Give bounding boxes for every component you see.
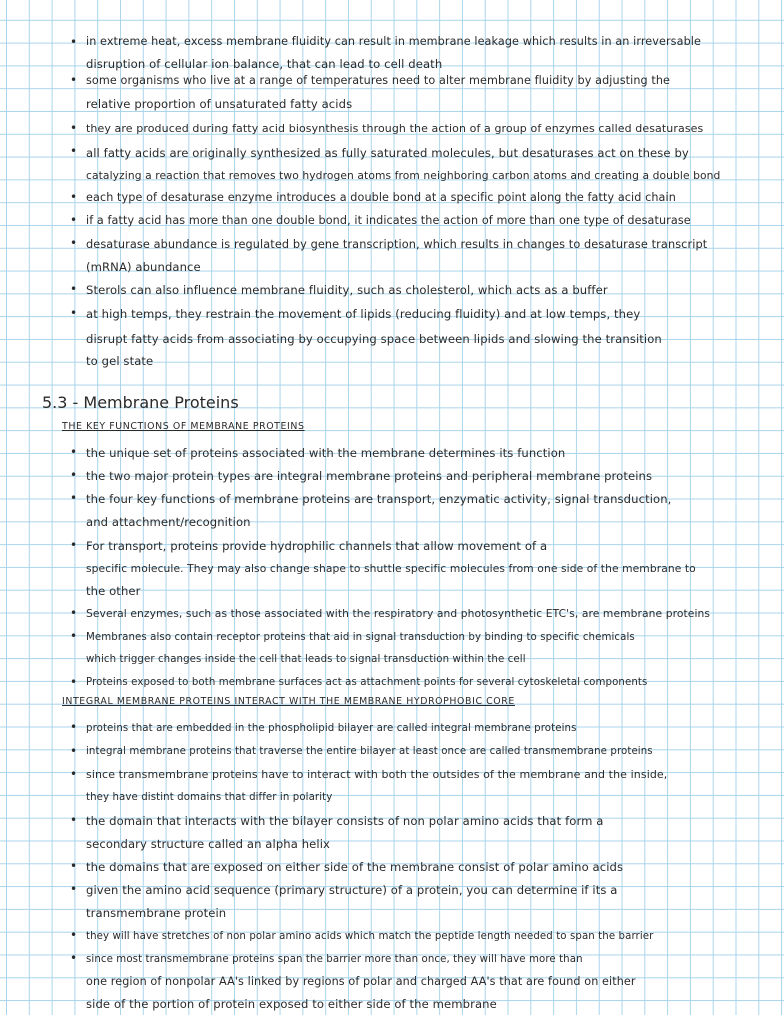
note-line: Membranes also contain receptor proteins that aid in signal transduction by binding to specific chemicals (86, 632, 635, 643)
note-line: they will have stretches of non polar amino acids which match the peptide length needed to span the barrier (86, 931, 654, 942)
note-line: side of the portion of protein exposed to either side of the membrane (86, 997, 497, 1011)
note-line: and attachment/recognition (86, 515, 251, 529)
note-line: the other (86, 584, 141, 598)
note-line: the domains that are exposed on either side of the membrane consist of polar amino acids (86, 860, 624, 874)
bullet: • (70, 306, 78, 320)
note-line: since transmembrane proteins have to interact with both the outsides of the membrane and the inside, (86, 768, 668, 781)
bullet: • (70, 813, 78, 827)
note-line: For transport, proteins provide hydrophilic channels that allow movement of a (86, 539, 548, 553)
bullet: • (70, 767, 78, 781)
bullet: • (70, 282, 78, 296)
bullet: • (70, 675, 78, 689)
note-line: since most transmembrane proteins span the barrier more than once, they will have more than (86, 954, 583, 965)
section-heading: 5.3 - Membrane Proteins (42, 393, 239, 412)
bullet: • (70, 144, 78, 158)
note-line: transmembrane protein (86, 906, 227, 920)
bullet: • (70, 121, 78, 135)
bullet: • (70, 928, 78, 942)
note-line: Sterols can also influence membrane fluidity, such as cholesterol, which acts as a buffer (86, 283, 608, 297)
note-line: relative proportion of unsaturated fatty acids (86, 97, 353, 111)
note-line: one region of nonpolar AA's linked by regions of polar and charged AA's that are found on either (86, 975, 636, 988)
bullet: • (70, 190, 78, 204)
note-line: catalyzing a reaction that removes two hydrogen atoms from neighboring carbon atoms and creating a double bond (86, 169, 721, 182)
note-line: the domain that interacts with the bilayer consists of non polar amino acids that form a (86, 814, 604, 828)
note-line: they have distint domains that differ in polarity (86, 792, 333, 803)
note-line: given the amino acid sequence (primary structure) of a protein, you can determine if its a (86, 883, 618, 897)
note-line: the unique set of proteins associated with the membrane determines its function (86, 446, 566, 460)
note-line: secondary structure called an alpha helix (86, 837, 331, 851)
note-line: some organisms who live at a range of temperatures need to alter membrane fluidity by adjusting the (86, 74, 671, 87)
note-line: integral membrane proteins that traverse the entire bilayer at least once are called transmembrane proteins (86, 746, 653, 757)
note-line: all fatty acids are originally synthesized as fully saturated molecules, but desaturases act on these by (86, 146, 689, 160)
bullet: • (70, 445, 78, 459)
bullet: • (70, 882, 78, 896)
bullet: • (70, 629, 78, 643)
note-line: Several enzymes, such as those associated with the respiratory and photosynthetic ETC's, are membrane proteins (86, 607, 711, 620)
bullet: • (70, 744, 78, 758)
note-line: the four key functions of membrane proteins are transport, enzymatic activity, signal transduction, (86, 492, 672, 506)
bullet: • (70, 859, 78, 873)
note-line: disruption of cellular ion balance, that can lead to cell death (86, 57, 443, 71)
bullet: • (70, 213, 78, 227)
note-line: they are produced during fatty acid biosynthesis through the action of a group of enzymes called desaturases (86, 122, 704, 135)
bullet: • (70, 951, 78, 965)
bullet: • (70, 236, 78, 250)
subheading: THE KEY FUNCTIONS OF MEMBRANE PROTEINS (62, 421, 305, 432)
note-line: proteins that are embedded in the phospholipid bilayer are called integral membrane proteins (86, 723, 577, 734)
subheading: INTEGRAL MEMBRANE PROTEINS INTERACT WITH THE MEMBRANE HYDROPHOBIC CORE (62, 696, 515, 707)
note-line: each type of desaturase enzyme introduces a double bond at a specific point along the fatty acid chain (86, 191, 676, 204)
note-line: disrupt fatty acids from associating by occupying space between lipids and slowing the transition (86, 332, 662, 346)
note-line: Proteins exposed to both membrane surfaces act as attachment points for several cytoskeletal components (86, 677, 648, 688)
note-line: specific molecule. They may also change shape to shuttle specific molecules from one side of the membrane to (86, 562, 696, 575)
note-line: (mRNA) abundance (86, 260, 201, 274)
bullet: • (70, 468, 78, 482)
note-line: the two major protein types are integral membrane proteins and peripheral membrane proteins (86, 469, 653, 483)
note-line: desaturase abundance is regulated by gene transcription, which results in changes to desaturase transcript (86, 238, 708, 251)
note-line: to gel state (86, 354, 154, 368)
note-line: if a fatty acid has more than one double bond, it indicates the action of more than one type of desaturase (86, 214, 691, 227)
bullet: • (70, 491, 78, 505)
bullet: • (70, 35, 78, 49)
bullet: • (70, 73, 78, 87)
note-line: which trigger changes inside the cell that leads to signal transduction within the cell (86, 654, 526, 665)
bullet: • (70, 720, 78, 734)
note-line: in extreme heat, excess membrane fluidity can result in membrane leakage which results in an irreversable (86, 35, 701, 48)
bullet: • (70, 538, 78, 552)
note-line: at high temps, they restrain the movement of lipids (reducing fluidity) and at low temps, they (86, 307, 641, 321)
bullet: • (70, 606, 78, 620)
